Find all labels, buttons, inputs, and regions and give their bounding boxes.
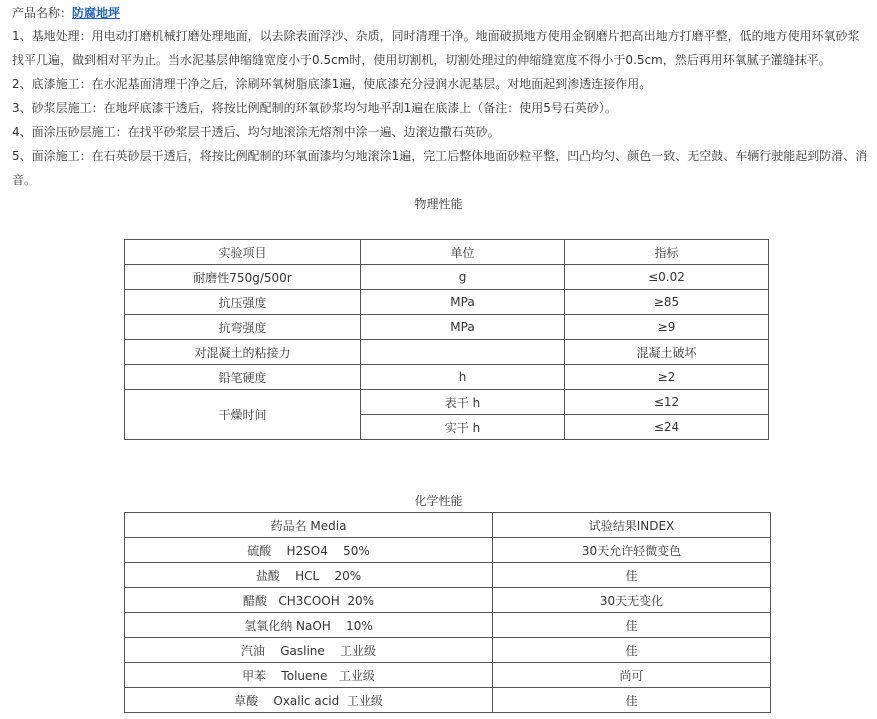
table-header-row bbox=[125, 240, 769, 265]
unit-cell: h bbox=[361, 365, 565, 390]
media-cell: 草酸 Oxalic acid 工业级 bbox=[125, 688, 493, 713]
table-row bbox=[125, 365, 769, 390]
table-row bbox=[125, 538, 771, 563]
result-cell: 尚可 bbox=[493, 663, 771, 688]
table-row bbox=[125, 265, 769, 290]
step-2: 2、底漆施工：在水泥基面清理干净之后，涂刷环氧树脂底漆1遍，使底漆充分浸润水泥基层。对地面起到渗透连接作用。 bbox=[12, 77, 652, 91]
unit-cell: MPa bbox=[361, 290, 565, 315]
item-cell: 对混凝土的粘接力 bbox=[125, 340, 361, 365]
chemical-title: 化学性能 bbox=[414, 494, 463, 508]
header-cell: 指标 bbox=[565, 240, 769, 265]
product-name-link[interactable]: 防腐地坪 bbox=[72, 6, 121, 20]
item-cell: 抗压强度 bbox=[125, 290, 361, 315]
spec-cell: 混凝土破坏 bbox=[565, 340, 769, 365]
unit-cell: 实干 h bbox=[361, 415, 565, 440]
step-5: 5、面涂施工：在石英砂层干透后，将按比例配制的环氧面漆均匀地滚涂1遍，完工后整体地面砂粒平整，凹凸均匀、颜色一致、无空鼓、车辆行驶能起到防滑、消音。 bbox=[12, 149, 868, 187]
spec-cell: ≤0.02 bbox=[565, 265, 769, 290]
item-cell-drying: 干燥时间 bbox=[125, 390, 361, 440]
table-row bbox=[125, 663, 771, 688]
construction-steps bbox=[12, 24, 868, 192]
header-cell: 单位 bbox=[361, 240, 565, 265]
item-cell: 铅笔硬度 bbox=[125, 365, 361, 390]
result-cell: 佳 bbox=[493, 638, 771, 663]
spec-cell: ≥9 bbox=[565, 315, 769, 340]
header-cell: 实验项目 bbox=[125, 240, 361, 265]
item-cell: 耐磨性750g/500r bbox=[125, 265, 361, 290]
item-cell: 抗弯强度 bbox=[125, 315, 361, 340]
spec-cell: ≤12 bbox=[565, 390, 769, 415]
result-cell: 30天无变化 bbox=[493, 588, 771, 613]
unit-cell bbox=[361, 340, 565, 365]
step-3: 3、砂浆层施工：在地坪底漆干透后，将按比例配制的环氧砂浆均匀地平刮1遍在底漆上（备注：使用5号石英砂）。 bbox=[12, 101, 617, 115]
media-cell: 汽油 Gasline 工业级 bbox=[125, 638, 493, 663]
media-cell: 硫酸 H2SO4 50% bbox=[125, 538, 493, 563]
physical-title: 物理性能 bbox=[414, 197, 463, 211]
table-row bbox=[125, 638, 771, 663]
header-cell: 药品名 Media bbox=[125, 513, 493, 538]
step-1: 1、基地处理：用电动打磨机械打磨处理地面，以去除表面浮沙、杂质，同时清理干净。地面破损地方使用金钢磨片把高出地方打磨平整，低的地方使用环氧砂浆找平几遍，做到相对平为止。当水泥基层伸缩缝宽度小于0.5cm时，使用切割机，切割处理过的伸缩缝宽度不得小于0.5cm，然后再用环氧腻子灌缝抹平。 bbox=[12, 29, 860, 67]
table-row bbox=[125, 563, 771, 588]
chemical-properties-table bbox=[124, 512, 771, 713]
media-cell: 甲苯 Toluene 工业级 bbox=[125, 663, 493, 688]
table-row bbox=[125, 390, 769, 415]
table-row bbox=[125, 315, 769, 340]
result-cell: 30天允许轻微变色 bbox=[493, 538, 771, 563]
header-cell: 试验结果INDEX bbox=[493, 513, 771, 538]
unit-cell: MPa bbox=[361, 315, 565, 340]
result-cell: 佳 bbox=[493, 613, 771, 638]
product-label: 产品名称： bbox=[12, 6, 73, 20]
media-cell: 盐酸 HCL 20% bbox=[125, 563, 493, 588]
table-row bbox=[125, 613, 771, 638]
result-cell: 佳 bbox=[493, 688, 771, 713]
media-cell: 氢氧化纳 NaOH 10% bbox=[125, 613, 493, 638]
result-cell: 佳 bbox=[493, 563, 771, 588]
table-row bbox=[125, 588, 771, 613]
spec-cell: ≥2 bbox=[565, 365, 769, 390]
table-row bbox=[125, 688, 771, 713]
step-4: 4、面涂压砂层施工：在找平砂浆层干透后、均匀地滚涂无熔剂中涂一遍、边滚边撒石英砂。 bbox=[12, 125, 500, 139]
physical-properties-table bbox=[124, 239, 769, 440]
unit-cell: g bbox=[361, 265, 565, 290]
product-line bbox=[12, 4, 120, 22]
table-header-row bbox=[125, 513, 771, 538]
spec-cell: ≥85 bbox=[565, 290, 769, 315]
media-cell: 醋酸 CH3COOH 20% bbox=[125, 588, 493, 613]
unit-cell: 表干 h bbox=[361, 390, 565, 415]
spec-cell: ≤24 bbox=[565, 415, 769, 440]
table-row bbox=[125, 290, 769, 315]
table-row bbox=[125, 340, 769, 365]
